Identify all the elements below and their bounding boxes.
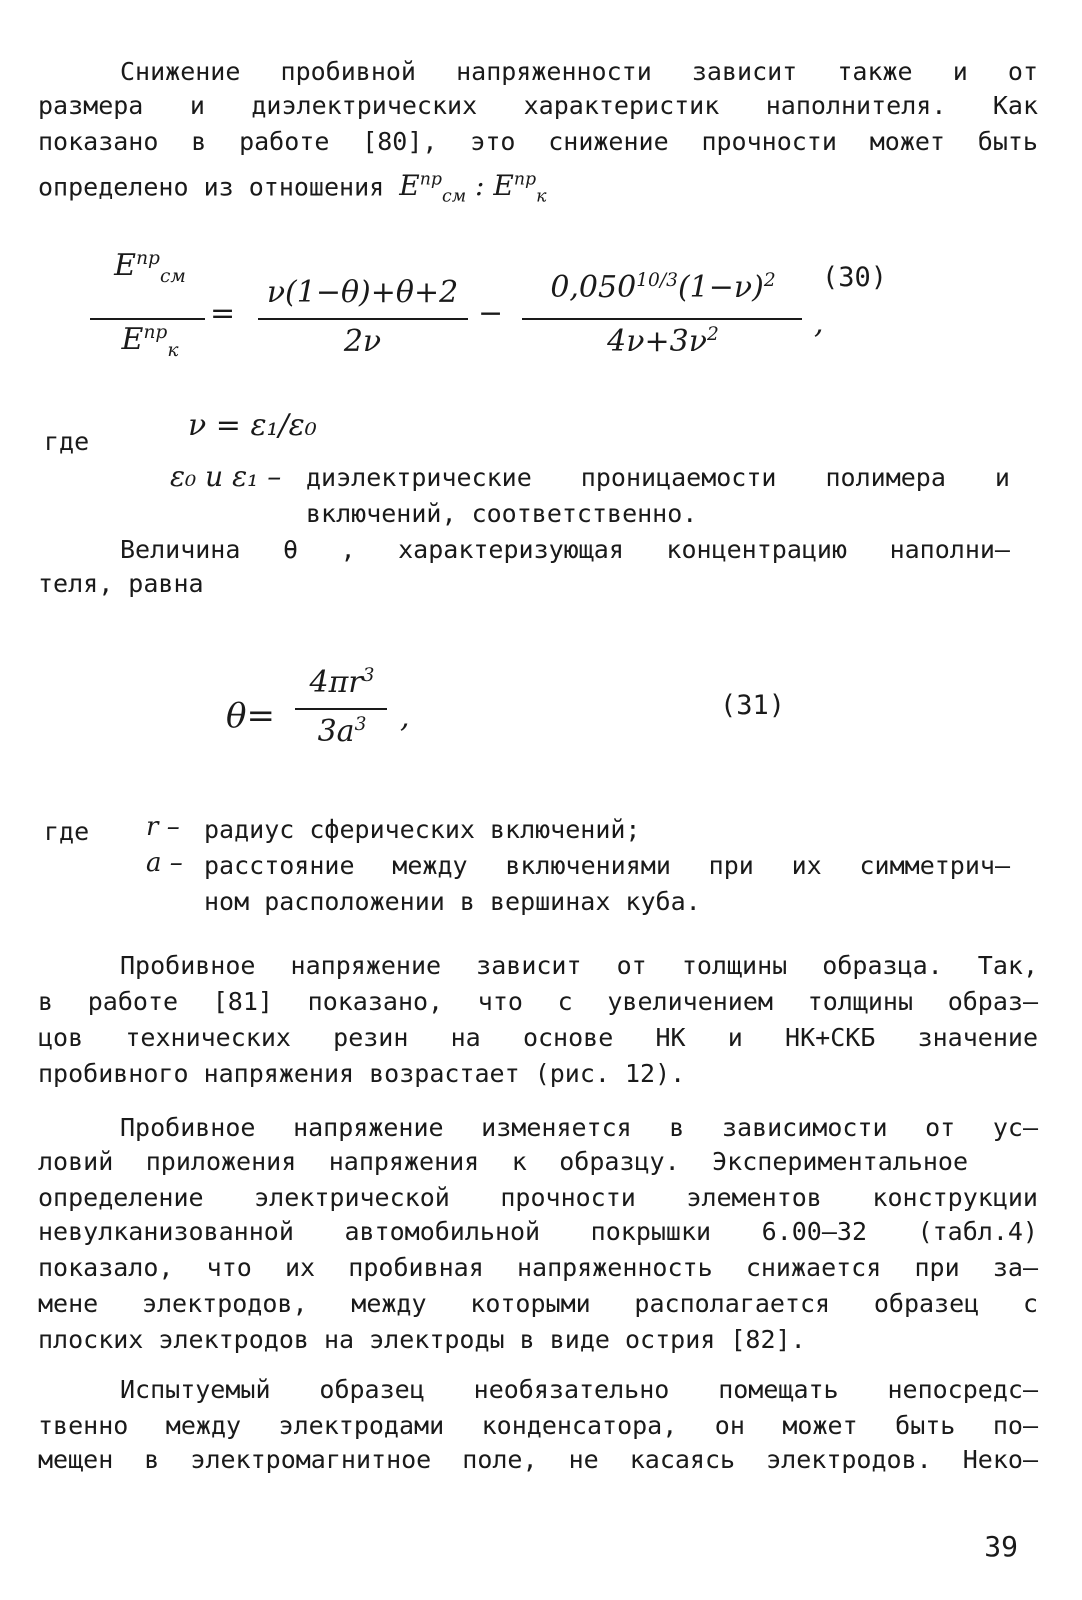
where1-label: где — [44, 427, 90, 456]
ratio-expression: $E^{пр}_{см}$ : $E^{пр}_к$ — [399, 169, 547, 207]
eq30-term2-numerator: $0,050^{10/3}(1-\nu)^2$ — [550, 270, 776, 305]
eq30-number: (30) — [822, 262, 888, 293]
where2-symbol-a: a – — [146, 848, 183, 878]
where1-desc-line-1: диэлектрические проницаемости полимера и — [306, 463, 1010, 492]
para4-line-3: определение электрической прочности элементов конструкции — [38, 1183, 1038, 1212]
where2-desc-2b: ном расположении в вершинах куба. — [204, 887, 701, 916]
para4-line-6: мене электродов, между которыми располагается образец с — [38, 1289, 1038, 1318]
para5-line-3: мещен в электромагнитное поле, не касаясь электродов. Неко– — [38, 1445, 1038, 1474]
eq31-denominator: $3a^3$ — [317, 714, 367, 749]
para3-line-3: цов технических резин на основе НК и НК+СКБ значение — [38, 1023, 1038, 1052]
where1-formula: ν = ε₁/ε₀ — [188, 408, 317, 443]
para3-line-2: в работе [81] показано, что с увеличением толщины образ– — [38, 987, 1038, 1016]
eq30-term1-numerator: ν(1−θ)+θ+2 — [266, 275, 459, 310]
eq31-number: (31) — [720, 690, 786, 721]
where2-label: где — [44, 817, 90, 846]
para2-line-1: Величина θ , характеризующая концентрацию наполни– — [120, 535, 1010, 564]
eq30-minus: − — [478, 296, 504, 331]
para5-line-1: Испытуемый образец необязательно помещать непосредс– — [120, 1375, 1038, 1404]
where2-desc-1: радиус сферических включений; — [204, 815, 641, 844]
eq30-term2-denominator: $4\nu+3\nu^2$ — [607, 324, 719, 359]
eq31-comma: , — [400, 700, 410, 735]
page-number: 39 — [984, 1530, 1018, 1563]
eq30-lhs-fraction-bar — [90, 318, 205, 320]
para1-line-4-text: определено из отношения — [38, 172, 385, 202]
para1-line-3: показано в работе [80], это снижение прочности может быть — [38, 127, 1038, 156]
para3-line-4: пробивного напряжения возрастает (рис. 12). — [38, 1059, 686, 1088]
eq30-comma: , — [814, 306, 824, 341]
eq30-term2-fraction-bar — [522, 318, 802, 320]
para3-line-1: Пробивное напряжение зависит от толщины образца. Так, — [120, 951, 1038, 980]
para1-line-4 — [38, 164, 546, 213]
para4-line-2: ловий приложения напряжения к образцу. Экспериментальное — [38, 1147, 968, 1176]
eq31-numerator: $4\pi r^3$ — [309, 665, 375, 700]
para1-line-1: Снижение пробивной напряженности зависит также и от — [120, 57, 1038, 86]
para4-line-7: плоских электродов на электроды в виде острия [82]. — [38, 1325, 806, 1354]
para4-line-5: показало, что их пробивная напряженность снижается при за– — [38, 1253, 1038, 1282]
para1-line-2: размера и диэлектрических характеристик наполнителя. Как — [38, 91, 1038, 120]
eq30-equals: = — [210, 296, 236, 331]
where1-symbols: ε₀ и ε₁ – — [170, 460, 282, 493]
where1-desc-line-2: включений, соответственно. — [306, 499, 698, 528]
para4-line-4: невулканизованной автомобильной покрышки 6.00–32 (табл.4) — [38, 1217, 1038, 1246]
para2-line-2: теля, равна — [38, 569, 204, 598]
eq31-lhs: θ= — [226, 696, 275, 736]
para4-line-1: Пробивное напряжение изменяется в зависимости от ус– — [120, 1113, 1038, 1142]
eq30-lhs-numerator: $E^{пр}_{см}$ — [114, 248, 186, 287]
para5-line-2: твенно между электродами конденсатора, он может быть по– — [38, 1411, 1038, 1440]
eq30-lhs-denominator: $E^{пр}_к$ — [121, 322, 179, 361]
eq30-term1-fraction-bar — [258, 318, 468, 320]
where2-desc-2a: расстояние между включениями при их симметрич– — [204, 851, 1010, 880]
eq31-fraction-bar — [295, 708, 387, 710]
eq30-term1-denominator: 2ν — [343, 324, 382, 359]
where2-symbol-r: r – — [146, 812, 180, 842]
